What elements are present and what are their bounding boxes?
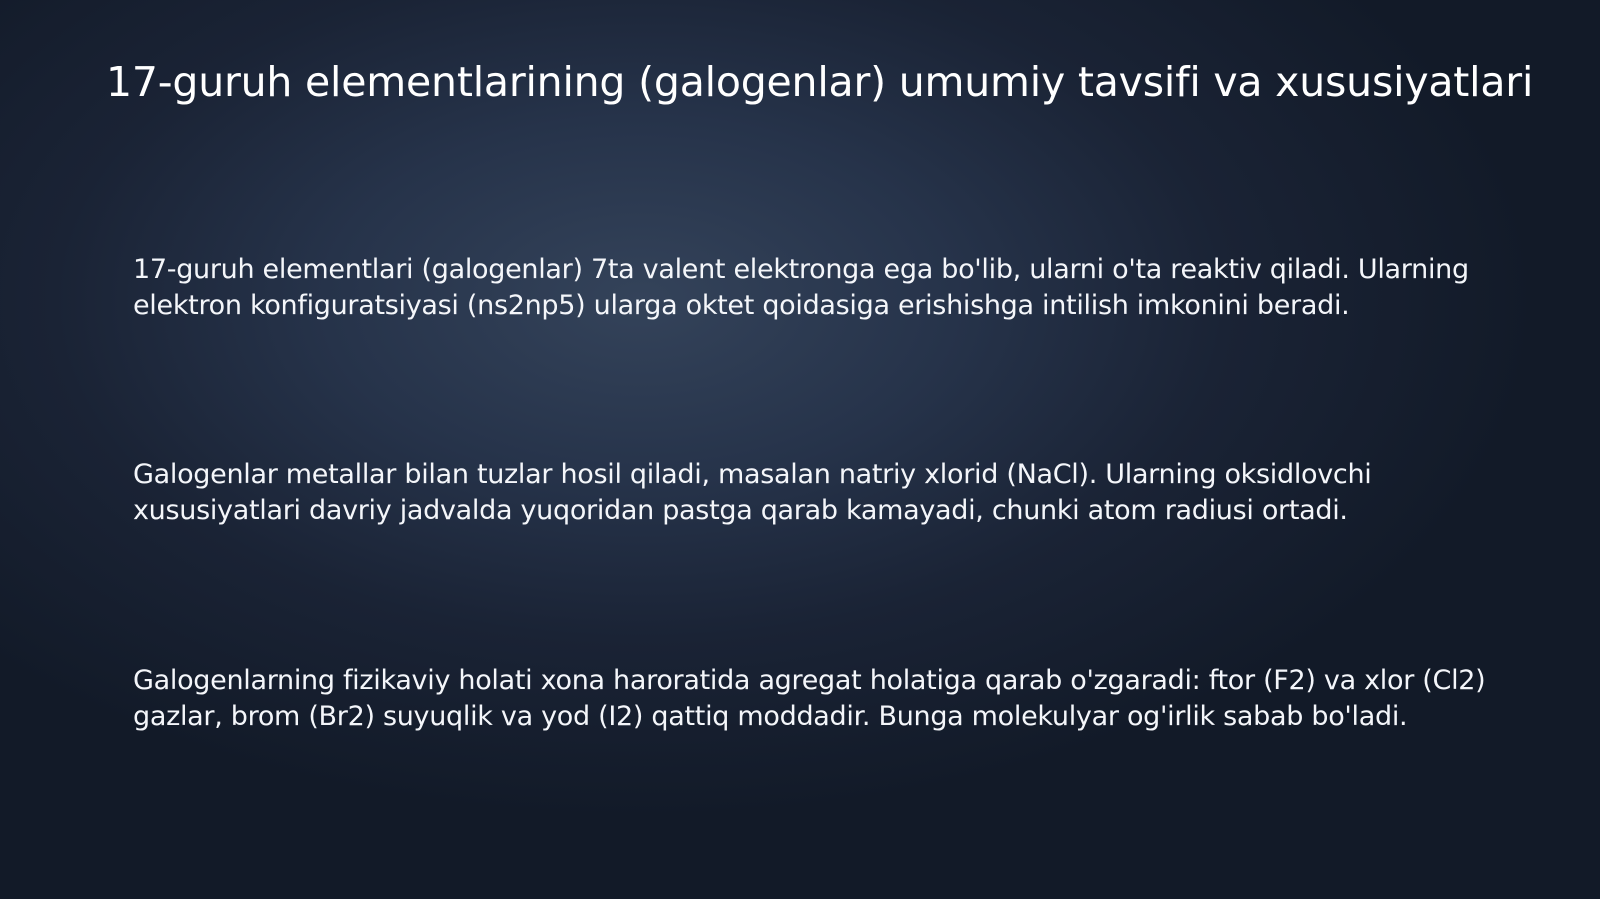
slide-title: 17-guruh elementlarining (galogenlar) umumiy tavsifi va xususiyatlari xyxy=(106,58,1534,106)
paragraph-salts-oxidizing: Galogenlar metallar bilan tuzlar hosil qiladi, masalan natriy xlorid (NaCl). Ularning oksidlovchi xususiyatlari davriy jadvalda yuqoridan pastga qarab kamayadi, chunki atom radiusi ortadi. xyxy=(133,459,1372,526)
paragraph-valence-electrons: 17-guruh elementlari (galogenlar) 7ta valent elektronga ega bo'lib, ularni o'ta reaktiv qiladi. Ularning elektron konfiguratsiyasi (ns2np5) ularga oktet qoidasiga erishishga intilish imkonini beradi. xyxy=(133,254,1469,321)
paragraph-physical-state: Galogenlarning fizikaviy holati xona haroratida agregat holatiga qarab o'zgaradi: ftor (F2) va xlor (Cl2) gazlar, brom (Br2) suyuqlik va yod (I2) qattiq moddadir. Bunga molekulyar og'irlik sabab bo'ladi. xyxy=(133,665,1486,732)
